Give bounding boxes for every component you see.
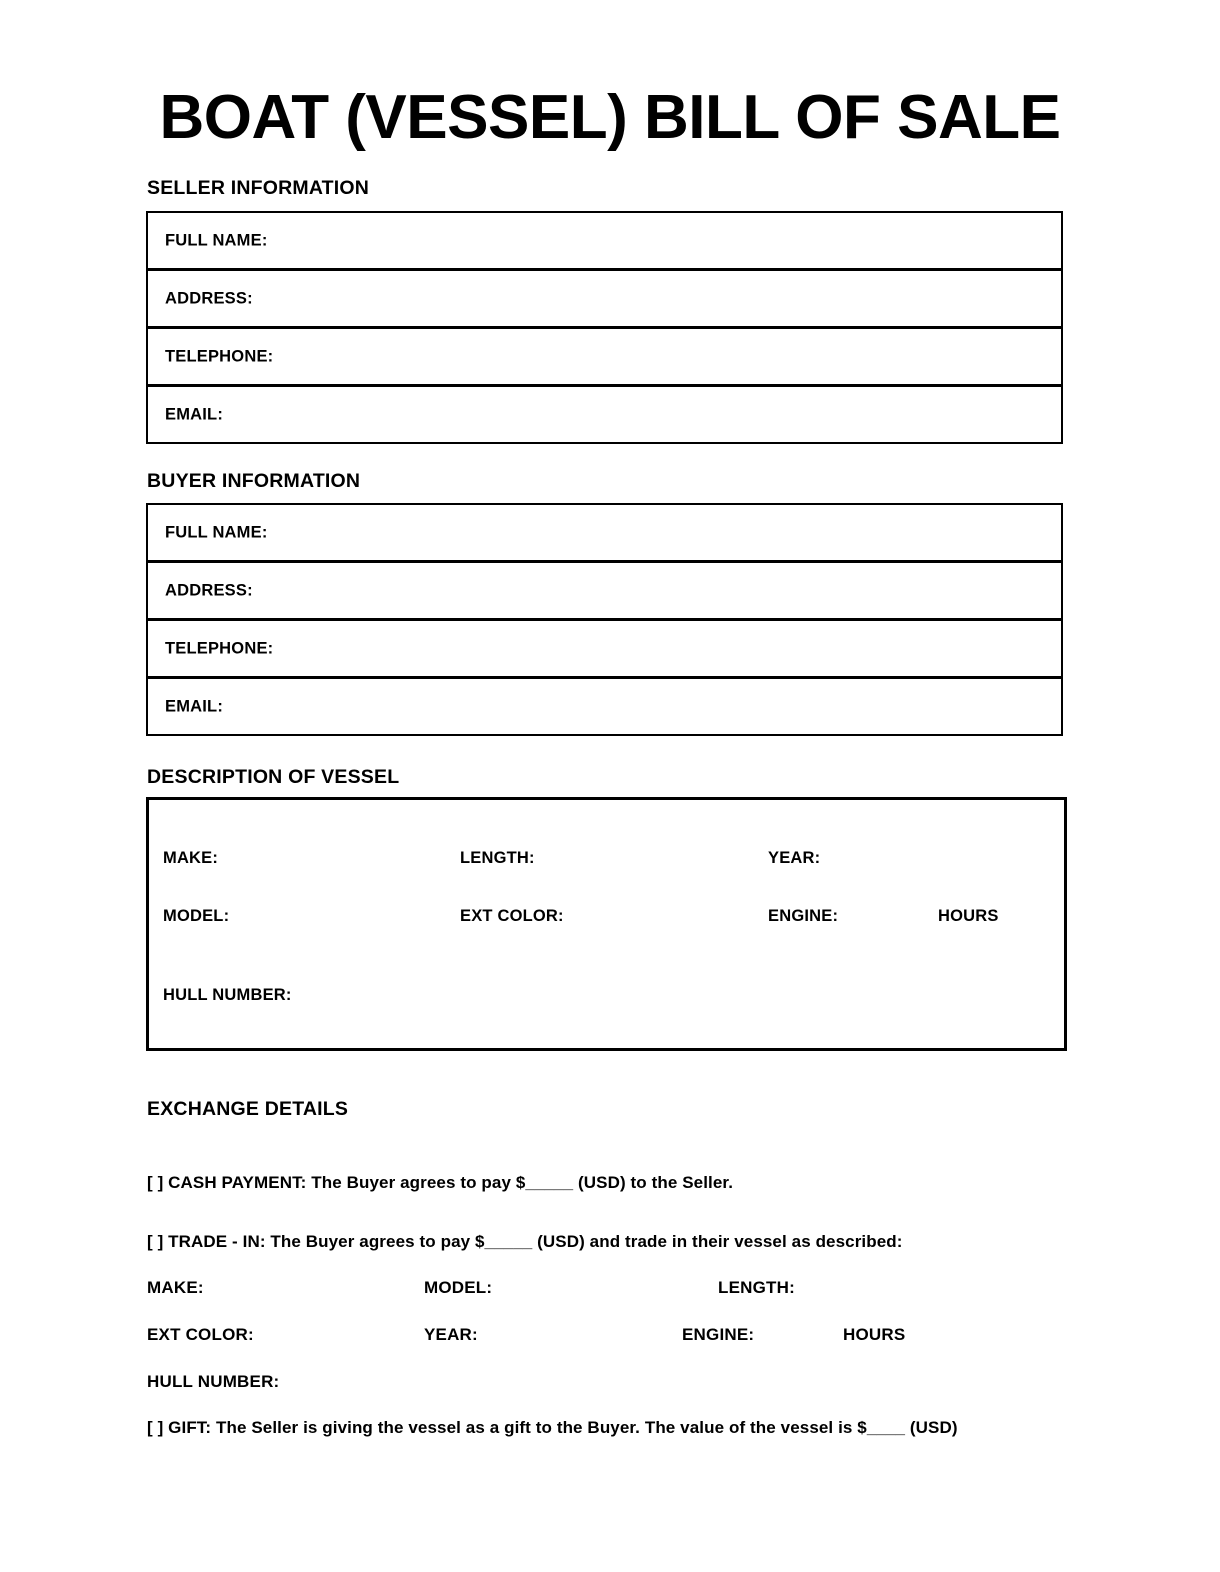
- trade-in-hours-label: HOURS: [843, 1325, 906, 1344]
- buyer-address-label: ADDRESS:: [165, 581, 253, 599]
- trade-in-model-label: MODEL:: [424, 1278, 493, 1297]
- seller-section-heading: SELLER INFORMATION: [147, 177, 370, 199]
- table-row[interactable]: [146, 269, 1063, 328]
- trade-in-engine-label: ENGINE:: [682, 1325, 755, 1344]
- vessel-engine-label: ENGINE:: [768, 907, 839, 925]
- buyer-full-name-label: FULL NAME:: [165, 523, 268, 541]
- table-row[interactable]: [146, 211, 1063, 270]
- table-row[interactable]: [146, 503, 1063, 562]
- table-row[interactable]: [146, 619, 1063, 678]
- vessel-length-label: LENGTH:: [460, 849, 535, 867]
- vessel-description-box[interactable]: [146, 797, 1067, 1051]
- vessel-ext-color-label: EXT COLOR:: [460, 907, 564, 925]
- buyer-email-label: EMAIL:: [165, 697, 224, 715]
- buyer-telephone-label: TELEPHONE:: [165, 639, 274, 657]
- trade-in-length-label: LENGTH:: [718, 1278, 795, 1297]
- buyer-information-table: [146, 503, 1063, 736]
- seller-telephone-label: TELEPHONE:: [165, 347, 274, 365]
- trade-in-year-label: YEAR:: [424, 1325, 478, 1344]
- page-title: BOAT (VESSEL) BILL OF SALE: [159, 83, 1061, 152]
- seller-email-label: EMAIL:: [165, 405, 224, 423]
- table-row[interactable]: [146, 677, 1063, 736]
- vessel-hull-number-label: HULL NUMBER:: [163, 986, 292, 1004]
- vessel-hours-label: HOURS: [938, 907, 999, 925]
- seller-full-name-label: FULL NAME:: [165, 231, 268, 249]
- table-row[interactable]: [146, 385, 1063, 444]
- vessel-model-label: MODEL:: [163, 907, 230, 925]
- vessel-year-label: YEAR:: [768, 849, 821, 867]
- vessel-make-label: MAKE:: [163, 849, 219, 867]
- trade-in-ext-color-label: EXT COLOR:: [147, 1325, 254, 1344]
- gift-option[interactable]: [ ] GIFT: The Seller is giving the vessel as a gift to the Buyer. The value of the vessel is $____ (USD): [147, 1418, 958, 1437]
- exchange-section-heading: EXCHANGE DETAILS: [147, 1098, 349, 1120]
- seller-information-table: [146, 211, 1063, 444]
- trade-in-hull-number-label: HULL NUMBER:: [147, 1372, 280, 1391]
- table-row[interactable]: [146, 327, 1063, 386]
- trade-in-make-label: MAKE:: [147, 1278, 204, 1297]
- trade-in-option[interactable]: [ ] TRADE - IN: The Buyer agrees to pay $_____ (USD) and trade in their vessel as described:: [147, 1232, 903, 1251]
- buyer-section-heading: BUYER INFORMATION: [147, 470, 361, 492]
- table-row[interactable]: [146, 561, 1063, 620]
- vessel-section-heading: DESCRIPTION OF VESSEL: [147, 766, 400, 788]
- seller-address-label: ADDRESS:: [165, 289, 253, 307]
- cash-payment-option[interactable]: [ ] CASH PAYMENT: The Buyer agrees to pay $_____ (USD) to the Seller.: [147, 1173, 734, 1192]
